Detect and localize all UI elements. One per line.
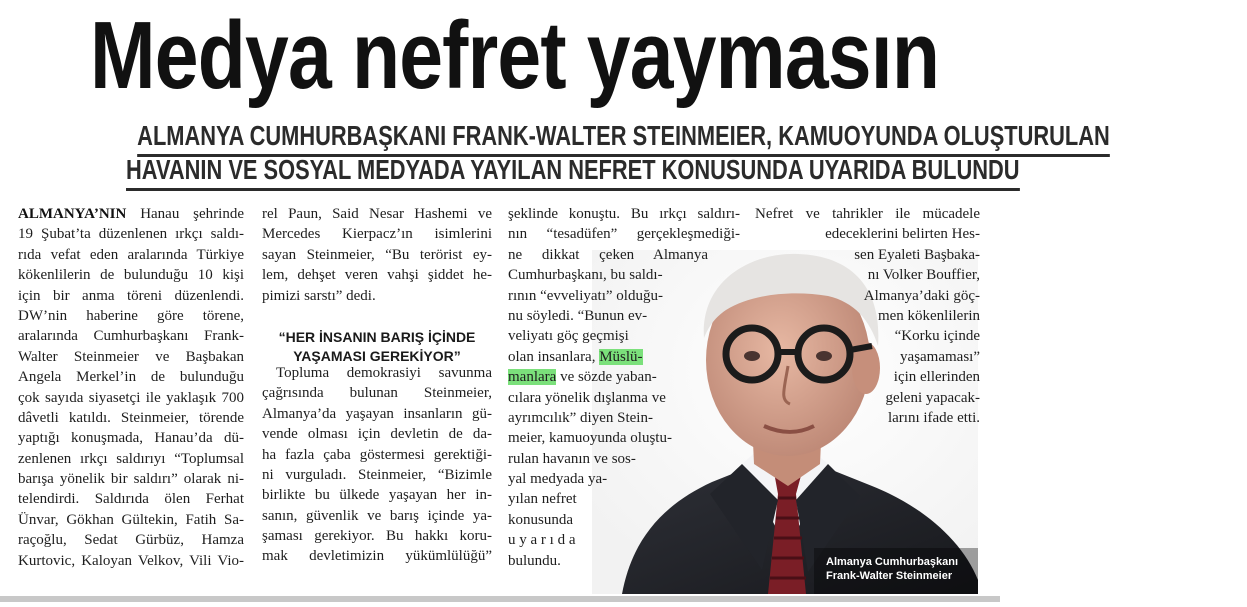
column-line: dâvetli katıldı. Steinmeier, törende <box>18 409 244 426</box>
column-line: rıda vefat eden aralarında Türkiye <box>18 246 244 263</box>
column-line: ni vurguladı. Steinmeier, “Bizimle <box>262 466 492 483</box>
deck-line-1: ALMANYA CUMHURBAŞKANI FRANK-WALTER STEINMEIER, KAMUOYUNDA OLUŞTURULAN <box>0 118 1000 157</box>
column-line: Nefret ve tahrikler ile mücadele <box>755 206 980 222</box>
column-line: barışa yönelik bir saldırı” olarak ni- <box>18 471 244 488</box>
column-line: vende olması için devletin de da- <box>262 426 492 443</box>
column-line: Almanya’da yaşayan insanların gü- <box>262 405 492 422</box>
column-line: ne dikkat çeken Almanya <box>508 246 708 263</box>
column-line: rel Paun, Said Nesar Hashemi ve <box>262 206 492 222</box>
bottom-rule <box>0 596 1000 602</box>
column-line: cılara yönelik dışlanma ve <box>508 389 666 406</box>
column-line: manlara ve sözde yaban- <box>508 369 657 386</box>
column-line: şaması gerekiyor. Bu hakkı koru- <box>262 528 492 545</box>
column-line: Angela Merkel’in de bulunduğu <box>18 369 244 386</box>
deck-line-2: HAVANIN VE SOSYAL MEDYADA YAYILAN NEFRET KONUSUNDA UYARIDA BULUNDU <box>0 152 1000 191</box>
subheading: “HER İNSANIN BARIŞ İÇİNDE YAŞAMASI GEREKİYOR” <box>278 329 476 364</box>
column-line: meier, kamuoyunda oluştu- <box>508 430 672 447</box>
column-line: Walter Steinmeier ve Başbakan <box>18 348 244 365</box>
column-line: edeceklerini belirten Hes- <box>825 226 980 243</box>
column-line: nı Volker Bouffier, <box>867 267 980 284</box>
column-line: olan insanlara, Müslü- <box>508 348 643 365</box>
column-line: birlikte bu ülkede yaşayan her in- <box>262 487 492 504</box>
photo-caption: Almanya Cumhurbaşkanı Frank-Walter Steinmeier <box>826 556 959 582</box>
column-line: Almanya’daki göç- <box>863 287 980 304</box>
lead-word: ALMANYA’NIN <box>18 206 127 222</box>
column-line: 19 Şubat’ta düzenlenen ırkçı saldı- <box>18 226 244 243</box>
article-column-2 <box>262 204 492 567</box>
headline: Medya nefret yaymasın <box>90 2 940 109</box>
column-line: Kurtovic, Kaloyan Velkov, Vili Vio- <box>18 552 244 569</box>
column-line: u y a r ı d a <box>508 532 576 549</box>
article-column-1 <box>18 204 244 571</box>
column-line: ayrımcılık” diyen Stein- <box>508 409 653 426</box>
column-line: Mercedes Kierpacz’ın isimlerini <box>262 226 492 243</box>
column-line: konusunda <box>508 511 573 528</box>
column-line: yaptığı konuşmada, Hanau’da dü- <box>18 430 244 447</box>
column-line: Topluma demokrasiyi savunma <box>276 364 492 381</box>
article-column-3 <box>508 204 740 571</box>
column-line: sen Eyaleti Başbaka- <box>854 246 980 263</box>
column-line: aralarında Cumhurbaşkanı Frank- <box>18 328 244 345</box>
column-line: geleni yapacak- <box>885 389 980 406</box>
column-line: raçoğlu, Sedat Gürbüz, Hamza <box>18 532 244 549</box>
column-line: sanın, güvenlik ve barış içinde ya- <box>262 507 492 524</box>
column-line: veliyatı göç geçmişi <box>508 328 629 345</box>
column-line: çağrısında bulunan Steinmeier, <box>262 385 492 402</box>
column-line: kökenlilerin de bulunduğu 10 kişi <box>18 267 244 284</box>
column-line: telendirdi. Saldırıda ölen Ferhat <box>18 491 244 508</box>
column-line: zenlenen ırkçı saldırıyı “Toplumsal <box>18 450 244 467</box>
column-line: nu söyledi. “Bunun ev- <box>508 307 648 324</box>
column-line: pimizi sarstı” dedi. <box>262 287 376 304</box>
column-line: “Korku içinde <box>894 328 980 345</box>
column-line: için bir anma töreni düzenlendi. <box>18 287 244 304</box>
column-line: için ellerinden <box>893 369 980 386</box>
article-column-4 <box>755 204 980 428</box>
column-line: rulan havanın ve sos- <box>508 450 636 467</box>
column-line: men kökenlilerin <box>877 307 980 324</box>
column-line: ha fazla çaba göstermesi gerektiği- <box>262 446 492 463</box>
column-line: şeklinde konuştu. Bu ırkçı saldırı- <box>508 206 740 222</box>
column-line: larını ifade etti. <box>887 409 980 426</box>
column-line: mak devletimizin yükümlülüğü” <box>262 548 492 565</box>
column-line: nın “tesadüfen” gerçekleşmediği- <box>508 226 740 243</box>
column-line: Ünvar, Gökhan Gültekin, Fatih Sa- <box>18 511 244 528</box>
column-line: DW’nin haberine göre törene, <box>18 307 244 324</box>
column-line: rının “evveliyatı” olduğu- <box>508 287 663 304</box>
column-line: lem, dehşet veren vahşi şiddet he- <box>262 267 492 284</box>
column-line: Cumhurbaşkanı, bu saldı- <box>508 267 663 284</box>
column-line: yaşamaması” <box>900 348 980 365</box>
column-line: çok sayıda siyasetçi ile yaklaşık 700 <box>18 389 244 406</box>
column-line: yılan nefret <box>508 491 577 508</box>
column-line: ALMANYA’NIN Hanau şehrinde <box>18 206 244 222</box>
column-line: yal medyada ya- <box>508 471 608 488</box>
highlighted-word: Müslü- <box>599 348 643 365</box>
highlighted-word: manlara <box>508 369 557 386</box>
column-line: sayan Steinmeier, “Bu terörist ey- <box>262 246 492 263</box>
column-line: bulundu. <box>508 552 561 569</box>
